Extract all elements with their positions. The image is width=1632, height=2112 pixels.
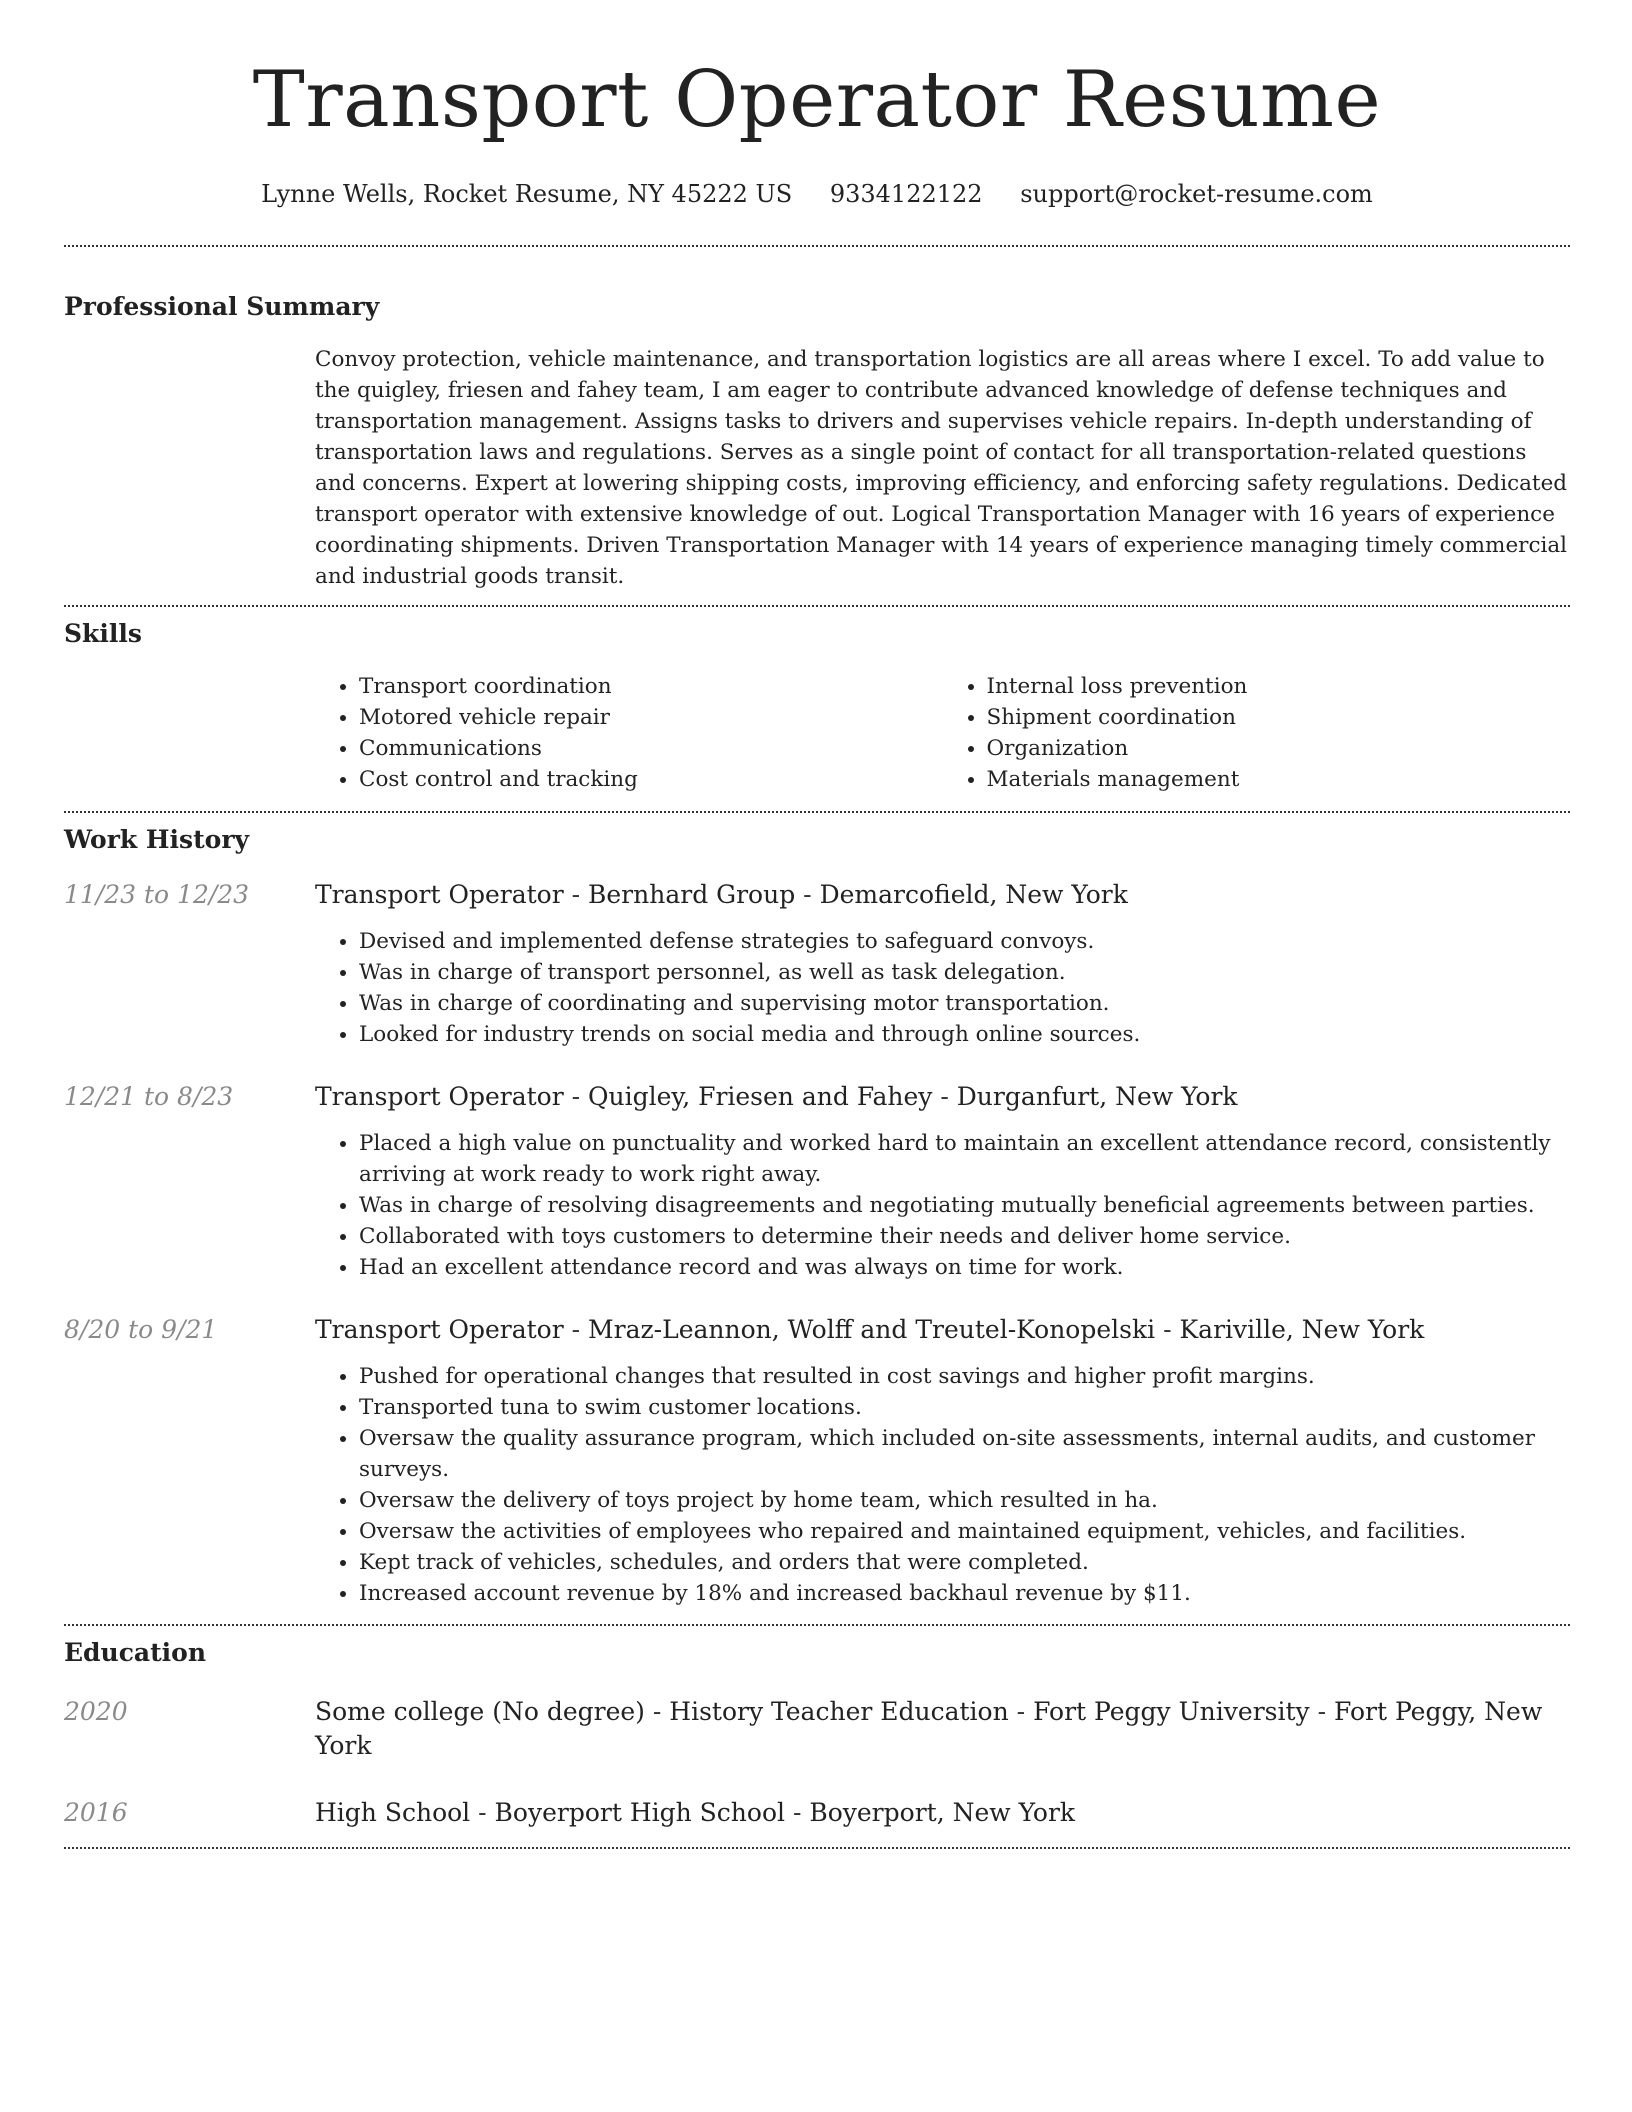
skill-item: • Materials management <box>987 764 1571 795</box>
job-bullet: • Collaborated with toys customers to determine their needs and deliver home service. <box>359 1221 1570 1252</box>
work-heading: Work History <box>64 825 250 854</box>
job-entry <box>64 1313 1570 1347</box>
skills-section <box>64 607 1570 795</box>
summary-heading: Professional Summary <box>64 292 380 321</box>
job-bullet: • Oversaw the delivery of toys project by home team, which resulted in ha. <box>359 1485 1570 1516</box>
job-bullet: • Increased account revenue by 18% and increased backhaul revenue by $11. <box>359 1578 1570 1609</box>
education-entry <box>64 1695 1570 1763</box>
job-location: Durganfurt, New York <box>956 1082 1238 1111</box>
skill-item: • Shipment coordination <box>987 702 1571 733</box>
job-bullets <box>315 1128 1570 1283</box>
skill-item: • Transport coordination <box>359 671 943 702</box>
job-bullet: • Was in charge of transport personnel, as well as task delegation. <box>359 957 1570 988</box>
job-title: Transport Operator <box>315 1315 564 1344</box>
job-title: Transport Operator <box>315 1082 564 1111</box>
job-location: Demarcofield, New York <box>819 880 1128 909</box>
summary-text: Convoy protection, vehicle maintenance, and transportation logistics are all areas where I excel. To add value to the quigley, friesen and fahey team, I am eager to contribute advanced knowledge of defense techniques and transportation management. Assigns tasks to drivers and supervises vehicle repairs. In-depth understanding of transportation laws and regulations. Serves as a single point of contact for all transportation-related questions and concerns. Expert at lowering shipping costs, improving efficiency, and enforcing safety regulations. Dedicated transport operator with extensive knowledge of out. Logical Transportation Manager with 16 years of experience coordinating shipments. Driven Transportation Manager with 14 years of experience managing timely commercial and industrial goods transit. <box>315 347 1568 589</box>
summary-section <box>64 247 1570 592</box>
education-location: Fort Peggy, New York <box>315 1697 1543 1760</box>
education-degree: Some college (No degree) <box>315 1697 645 1726</box>
job-location: Kariville, New York <box>1179 1315 1425 1344</box>
education-details: High School - Boyerport High School - Boyerport, New York <box>315 1798 1076 1827</box>
job-bullet: • Was in charge of resolving disagreements and negotiating mutually beneficial agreements between parties. <box>359 1190 1570 1221</box>
job-bullet: • Oversaw the quality assurance program, which included on-site assessments, internal audits, and customer surveys. <box>359 1423 1570 1485</box>
work-section <box>64 813 1570 1609</box>
job-header: Transport Operator - Bernhard Group - Demarcofield, New York <box>315 880 1128 909</box>
job-bullet: • Placed a high value on punctuality and worked hard to maintain an excellent attendance record, consistently arriving at work ready to work right away. <box>359 1128 1570 1190</box>
skill-item: • Communications <box>359 733 943 764</box>
education-school: Boyerport High School <box>494 1798 785 1827</box>
job-header: Transport Operator - Quigley, Friesen and Fahey - Durganfurt, New York <box>315 1082 1238 1111</box>
job-bullets <box>315 1361 1570 1609</box>
job-title: Transport Operator <box>315 880 564 909</box>
education-location: Boyerport, New York <box>809 1798 1076 1827</box>
education-heading: Education <box>64 1638 207 1667</box>
job-bullet: • Pushed for operational changes that resulted in cost savings and higher profit margins. <box>359 1361 1570 1392</box>
skill-item: • Organization <box>987 733 1571 764</box>
education-field: History Teacher Education <box>669 1697 1009 1726</box>
skill-item: • Motored vehicle repair <box>359 702 943 733</box>
job-bullet: • Had an excellent attendance record and was always on time for work. <box>359 1252 1570 1283</box>
resume-page <box>64 0 1570 1849</box>
job-header: Transport Operator - Mraz-Leannon, Wolff and Treutel-Konopelski - Kariville, New York <box>315 1315 1425 1344</box>
contact-phone: 9334122122 <box>829 180 983 208</box>
education-year: 2020 <box>64 1697 128 1726</box>
education-entry <box>64 1796 1570 1830</box>
skills-heading: Skills <box>64 619 142 648</box>
contact-email: support@rocket-resume.com <box>1020 180 1373 208</box>
contact-line <box>64 178 1570 210</box>
skill-item: • Cost control and tracking <box>359 764 943 795</box>
job-bullet: • Was in charge of coordinating and supervising motor transportation. <box>359 988 1570 1019</box>
job-bullet: • Transported tuna to swim customer locations. <box>359 1392 1570 1423</box>
education-year: 2016 <box>64 1798 128 1827</box>
job-company: Mraz-Leannon, Wolff and Treutel-Konopelski <box>588 1315 1156 1344</box>
skill-item: • Internal loss prevention <box>987 671 1571 702</box>
education-school: Fort Peggy University <box>1033 1697 1310 1726</box>
job-bullet: • Devised and implemented defense strategies to safeguard convoys. <box>359 926 1570 957</box>
job-entry <box>64 878 1570 912</box>
job-company: Bernhard Group <box>588 880 796 909</box>
job-bullet: • Looked for industry trends on social media and through online sources. <box>359 1019 1570 1050</box>
job-company: Quigley, Friesen and Fahey <box>588 1082 933 1111</box>
resume-title: Transport Operator Resume <box>252 55 1382 145</box>
job-dates: 12/21 to 8/23 <box>64 1082 234 1111</box>
education-degree: High School <box>315 1798 471 1827</box>
job-bullet: • Oversaw the activities of employees who repaired and maintained equipment, vehicles, and facilities. <box>359 1516 1570 1547</box>
skills-list-right <box>943 671 1571 795</box>
contact-address: Lynne Wells, Rocket Resume, NY 45222 US <box>261 180 793 208</box>
job-dates: 8/20 to 9/21 <box>64 1315 218 1344</box>
education-section <box>64 1626 1570 1830</box>
job-dates: 11/23 to 12/23 <box>64 880 250 909</box>
job-entry <box>64 1080 1570 1114</box>
education-details: Some college (No degree) - History Teacher Education - Fort Peggy University - Fort Peggy, New York <box>315 1697 1543 1760</box>
job-bullet: • Kept track of vehicles, schedules, and orders that were completed. <box>359 1547 1570 1578</box>
skills-list-left <box>315 671 943 795</box>
divider <box>64 1847 1570 1849</box>
job-bullets <box>315 926 1570 1050</box>
